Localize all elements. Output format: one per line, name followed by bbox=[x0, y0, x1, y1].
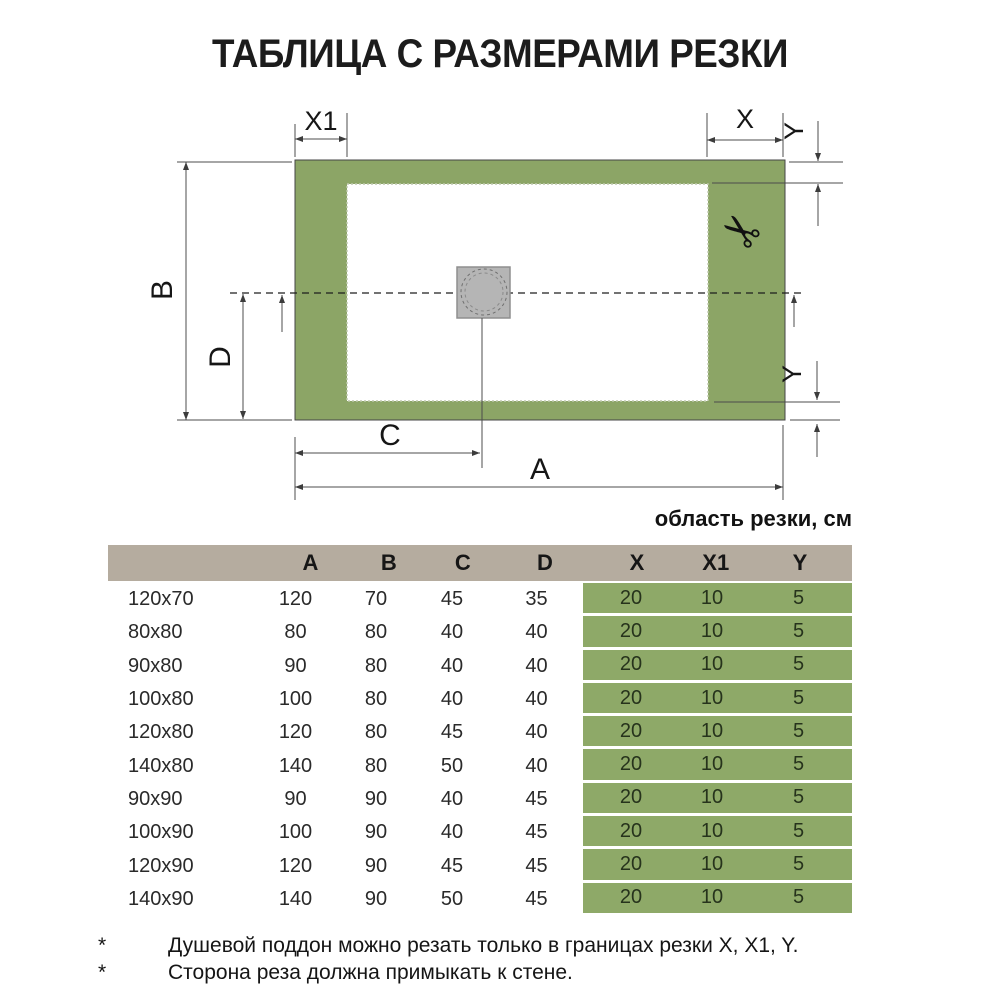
row-value: 45 bbox=[525, 821, 548, 844]
row-size-label: 90x80 bbox=[128, 654, 183, 677]
row-size-label: 80x80 bbox=[128, 621, 183, 644]
table-row bbox=[108, 583, 852, 616]
row-value: 10 bbox=[679, 616, 745, 649]
row-size-label: 120x80 bbox=[128, 721, 194, 744]
row-value: 80 bbox=[364, 721, 388, 744]
row-value: 90 bbox=[284, 654, 307, 677]
dim-a-label: A bbox=[529, 453, 551, 486]
row-value: 20 bbox=[583, 716, 679, 749]
row-value: 10 bbox=[679, 650, 745, 683]
row-value: 40 bbox=[525, 754, 548, 777]
table-caption: область резки, см bbox=[654, 506, 852, 531]
row-value: 20 bbox=[583, 683, 679, 716]
table-row bbox=[108, 783, 852, 816]
row-value: 40 bbox=[440, 821, 464, 844]
row-value: 50 bbox=[440, 887, 464, 910]
header-x: X bbox=[629, 550, 645, 575]
row-value: 40 bbox=[525, 621, 548, 644]
row-value: 40 bbox=[525, 688, 548, 711]
row-value: 40 bbox=[440, 787, 464, 810]
scissors-icon: ✂ bbox=[709, 198, 772, 264]
row-value: 45 bbox=[525, 854, 548, 877]
row-value: 45 bbox=[525, 887, 548, 910]
row-size-label: 140x80 bbox=[128, 754, 194, 777]
row-value: 10 bbox=[679, 783, 745, 816]
row-value: 100 bbox=[278, 688, 313, 711]
table-row bbox=[108, 616, 852, 649]
row-value: 120 bbox=[278, 588, 313, 611]
table-row bbox=[108, 650, 852, 683]
footnote-line bbox=[0, 932, 1000, 959]
row-value: 20 bbox=[583, 749, 679, 782]
row-value: 35 bbox=[525, 588, 548, 611]
table-row bbox=[108, 883, 852, 916]
row-value: 80 bbox=[284, 621, 307, 644]
row-value: 40 bbox=[440, 621, 464, 644]
row-value: 90 bbox=[364, 787, 388, 810]
row-value: 20 bbox=[583, 783, 679, 816]
row-value: 40 bbox=[525, 654, 548, 677]
table-row bbox=[108, 749, 852, 782]
dim-c-label: C bbox=[379, 419, 401, 452]
drain-square bbox=[457, 267, 510, 318]
table-row bbox=[108, 849, 852, 882]
row-value: 90 bbox=[284, 787, 307, 810]
table-body bbox=[108, 583, 852, 916]
row-value: 90 bbox=[364, 887, 388, 910]
row-size-label: 140x90 bbox=[128, 887, 194, 910]
row-value: 90 bbox=[364, 821, 388, 844]
footnote-text: Душевой поддон можно резать только в границах резки X, X1, Y. bbox=[168, 934, 799, 957]
header-b: B bbox=[380, 550, 397, 575]
row-value: 10 bbox=[679, 716, 745, 749]
row-value: 10 bbox=[679, 849, 745, 882]
row-value: 20 bbox=[583, 583, 679, 616]
footnote-text: Сторона реза должна примыкать к стене. bbox=[168, 961, 573, 984]
row-size-label: 120x90 bbox=[128, 854, 194, 877]
row-size-label: 100x80 bbox=[128, 688, 194, 711]
row-size-label: 90x90 bbox=[128, 787, 183, 810]
row-value: 100 bbox=[278, 821, 313, 844]
row-value: 20 bbox=[583, 650, 679, 683]
header-c: C bbox=[454, 550, 471, 575]
row-value: 20 bbox=[583, 816, 679, 849]
header-size-blank bbox=[108, 545, 269, 581]
row-value: 40 bbox=[440, 654, 464, 677]
row-value: 5 bbox=[745, 583, 852, 616]
row-value: 10 bbox=[679, 683, 745, 716]
row-value: 5 bbox=[745, 650, 852, 683]
table-row bbox=[108, 683, 852, 716]
row-value: 5 bbox=[745, 783, 852, 816]
row-value: 10 bbox=[679, 816, 745, 849]
dim-b bbox=[177, 162, 292, 420]
row-value: 5 bbox=[745, 716, 852, 749]
row-value: 80 bbox=[364, 654, 388, 677]
header-d: D bbox=[537, 550, 553, 575]
row-value: 5 bbox=[745, 849, 852, 882]
row-size-label: 120x70 bbox=[128, 588, 194, 611]
row-value: 70 bbox=[364, 588, 388, 611]
row-value: 45 bbox=[440, 721, 464, 744]
dim-x1-label: X1 bbox=[304, 106, 338, 136]
row-value: 50 bbox=[440, 754, 464, 777]
row-value: 10 bbox=[679, 583, 745, 616]
row-value: 40 bbox=[525, 721, 548, 744]
row-value: 120 bbox=[278, 854, 313, 877]
row-value: 20 bbox=[583, 883, 679, 916]
row-value: 5 bbox=[745, 616, 852, 649]
row-value: 5 bbox=[745, 816, 852, 849]
row-value: 5 bbox=[745, 883, 852, 916]
row-value: 40 bbox=[440, 688, 464, 711]
row-value: 80 bbox=[364, 688, 388, 711]
dim-y-bottom-label: Y bbox=[777, 364, 807, 384]
row-value: 10 bbox=[679, 883, 745, 916]
row-value: 80 bbox=[364, 621, 388, 644]
row-value: 10 bbox=[679, 749, 745, 782]
header-y: Y bbox=[792, 550, 808, 575]
dim-x-label: X bbox=[735, 104, 755, 134]
footnote-marker: * bbox=[98, 934, 107, 957]
dim-d-label: D bbox=[204, 346, 237, 368]
row-size-label: 100x90 bbox=[128, 821, 194, 844]
table-row bbox=[108, 816, 852, 849]
footnote-marker: * bbox=[98, 961, 107, 984]
row-value: 45 bbox=[440, 588, 464, 611]
header-x1: X1 bbox=[702, 550, 730, 575]
page-title: ТАБЛИЦА С РАЗМЕРАМИ РЕЗКИ bbox=[212, 32, 788, 76]
row-value: 80 bbox=[364, 754, 388, 777]
row-value: 45 bbox=[440, 854, 464, 877]
row-value: 90 bbox=[364, 854, 388, 877]
header-a: A bbox=[302, 550, 319, 575]
dim-b-label: B bbox=[146, 279, 179, 301]
row-value: 20 bbox=[583, 616, 679, 649]
row-value: 120 bbox=[278, 721, 313, 744]
row-value: 140 bbox=[278, 754, 313, 777]
footnotes bbox=[0, 932, 1000, 986]
table-header-row bbox=[108, 545, 852, 581]
row-value: 140 bbox=[278, 887, 313, 910]
row-value: 20 bbox=[583, 849, 679, 882]
sizes-table bbox=[108, 545, 852, 916]
row-value: 5 bbox=[745, 749, 852, 782]
dim-y-top-label: Y bbox=[779, 121, 809, 141]
row-value: 45 bbox=[525, 787, 548, 810]
table-row bbox=[108, 716, 852, 749]
row-value: 5 bbox=[745, 683, 852, 716]
footnote-line bbox=[0, 959, 1000, 986]
